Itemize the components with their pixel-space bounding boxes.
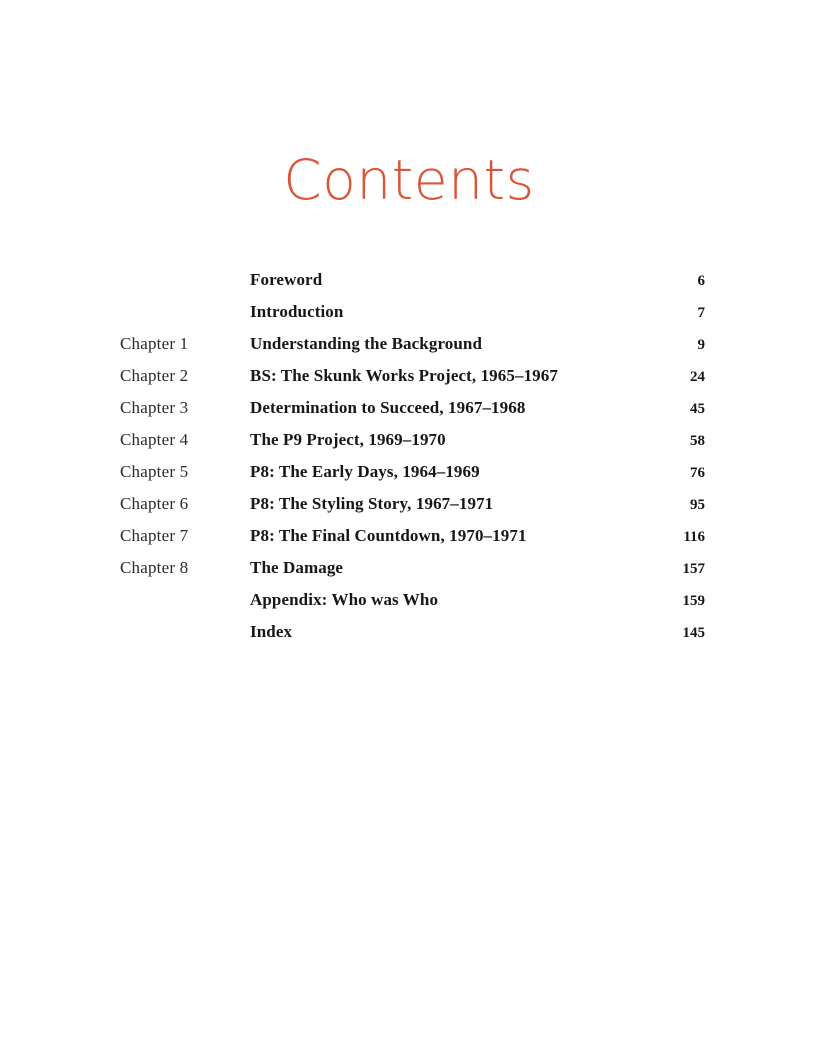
toc-chapter-label: Chapter 7 <box>120 526 189 545</box>
toc-entry-title: Understanding the Background <box>250 334 483 353</box>
list-item[interactable] <box>120 334 705 366</box>
list-item[interactable] <box>120 622 705 654</box>
toc-chapter-label: Chapter 6 <box>120 494 189 513</box>
toc-chapter-label: Chapter 2 <box>120 366 189 385</box>
toc-page-number: 58 <box>690 433 705 449</box>
toc-chapter-label: Chapter 8 <box>120 558 189 577</box>
toc-page-number: 76 <box>690 465 705 481</box>
toc-chapter-label: Chapter 1 <box>120 334 189 353</box>
list-item[interactable] <box>120 462 705 494</box>
table-of-contents <box>120 270 705 654</box>
list-item[interactable] <box>120 398 705 430</box>
toc-page-number: 24 <box>690 369 705 385</box>
toc-chapter-label: Chapter 4 <box>120 430 189 449</box>
toc-entry-title: P8: The Final Countdown, 1970–1971 <box>250 526 527 545</box>
toc-entry-title: Index <box>250 622 293 641</box>
toc-page-number: 45 <box>690 401 705 417</box>
toc-entry-title: P8: The Early Days, 1964–1969 <box>250 462 480 481</box>
list-item[interactable] <box>120 590 705 622</box>
toc-entry-title: BS: The Skunk Works Project, 1965–1967 <box>250 366 558 385</box>
toc-page-number: 159 <box>682 593 705 609</box>
toc-page-number: 145 <box>682 625 705 641</box>
toc-page-number: 157 <box>682 561 705 577</box>
list-item[interactable] <box>120 526 705 558</box>
toc-chapter-label: Chapter 3 <box>120 398 189 417</box>
list-item[interactable] <box>120 366 705 398</box>
toc-entry-title: The Damage <box>250 558 344 577</box>
toc-chapter-label: Chapter 5 <box>120 462 189 481</box>
list-item[interactable] <box>120 270 705 302</box>
list-item[interactable] <box>120 558 705 590</box>
toc-entry-title: P8: The Styling Story, 1967–1971 <box>250 494 494 513</box>
toc-entry-title: Introduction <box>250 302 344 321</box>
toc-entry-title: The P9 Project, 1969–1970 <box>250 430 446 449</box>
list-item[interactable] <box>120 302 705 334</box>
toc-entry-title: Determination to Succeed, 1967–1968 <box>250 398 526 417</box>
toc-page-number: 9 <box>697 337 705 353</box>
toc-page-number: 95 <box>690 497 705 513</box>
toc-page-number: 116 <box>683 529 705 545</box>
list-item[interactable] <box>120 430 705 462</box>
toc-page-number: 6 <box>697 273 705 289</box>
list-item[interactable] <box>120 494 705 526</box>
toc-page-number: 7 <box>697 305 705 321</box>
toc-entry-title: Appendix: Who was Who <box>250 590 439 609</box>
toc-entry-title: Foreword <box>250 270 323 289</box>
page-title: Contents <box>283 148 535 212</box>
